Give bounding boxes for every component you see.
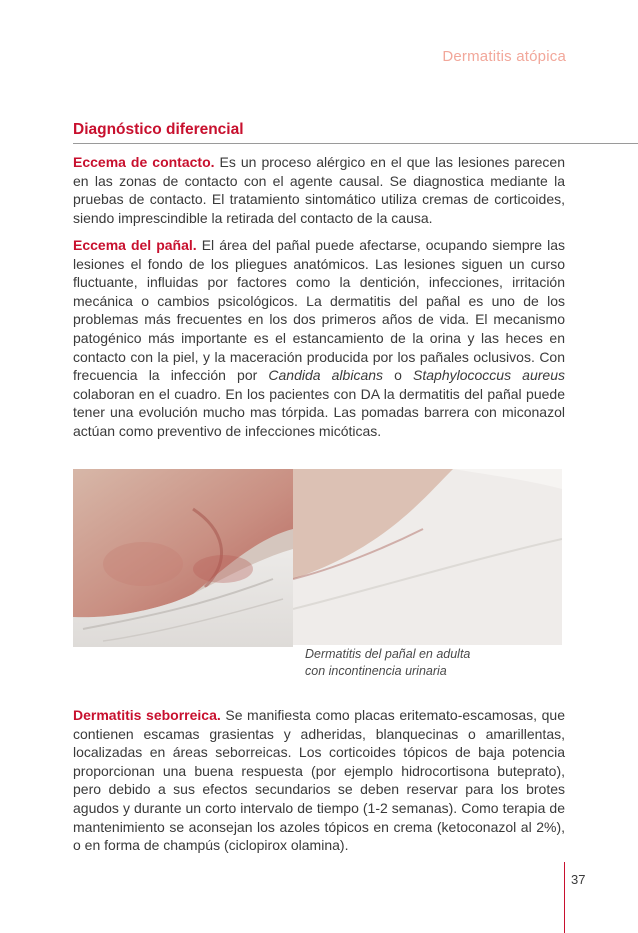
caption-line: Dermatitis del pañal en adulta xyxy=(305,647,471,661)
clinical-photo xyxy=(73,469,293,647)
species-name: Candida albicans xyxy=(268,367,384,384)
section-divider xyxy=(73,143,638,144)
term-eccema-panal: Eccema del pañal. xyxy=(73,237,197,253)
clinical-photo-extension xyxy=(293,469,562,645)
paragraph-dermatitis-seborreica xyxy=(73,706,565,855)
page-number: 37 xyxy=(571,872,586,887)
paragraph-text: El área del pañal puede afectarse, ocupando siempre las lesiones el fondo de los pliegues anatómicos. Las lesiones siguen un curso fluctuante, influidas por factores como la dentición, infecciones, irritación mecánica o cambios psicológicos. La dermatitis del pañal es uno de los problemas más frecuentes en los dos primeros años de vida. El mecanismo patogénico más importante es el estancamiento de la orina y las heces en contacto con la piel, y la maceración producida por los pañales oclusivos. Con frecuencia la infección por xyxy=(73,237,565,384)
paragraph-eccema-contacto xyxy=(73,153,565,227)
paragraph-text: Es un proceso alérgico en el que las lesiones parecen en las zonas de contacto con el agente causal. Se diagnostica mediante la pruebas de contacto. El tratamiento sintomático utiliza cremas de corticoides, siendo imprescindible la retirada del contacto de la causa. xyxy=(73,154,565,226)
term-eccema-contacto: Eccema de contacto. xyxy=(73,154,215,170)
paragraph-text: o xyxy=(383,367,414,384)
paragraph-text: colaboran en el cuadro. En los pacientes con DA la dermatitis del pañal puede tener una evolución mucho mas tórpida. Las pomadas barrera con miconazol actúan como preventivo de infecciones micóticas. xyxy=(73,385,565,439)
species-name: Staphylococcus aureus xyxy=(413,367,565,384)
term-dermatitis-seborreica: Dermatitis seborreica. xyxy=(73,707,221,723)
paragraph-text: Se manifiesta como placas eritemato-escamosas, que contienen escamas grasientas y adheridas, blanquecinas o amarillentas, localizadas en áreas seborreicas. Los corticoides tópicos de baja potencia proporcionan una buena respuesta (por ejemplo hidrocortisona buteprato), pero debido a sus efectos secundarios se deben reservar para los brotes agudos y durante un corto intervalo de tiempo (1-2 semanas). Como terapia de mantenimiento se aconsejan los azoles tópicos en crema (ketoconazol al 2%), o en forma de champús (ciclopirox olamina). xyxy=(73,707,565,854)
section-heading: Diagnóstico diferencial xyxy=(73,121,244,138)
running-header-title: Dermatitis atópica xyxy=(442,48,566,65)
paragraph-eccema-panal xyxy=(73,236,565,441)
caption-line: con incontinencia urinaria xyxy=(305,663,447,678)
figure-caption xyxy=(305,646,545,679)
page-number-rule xyxy=(564,862,565,933)
